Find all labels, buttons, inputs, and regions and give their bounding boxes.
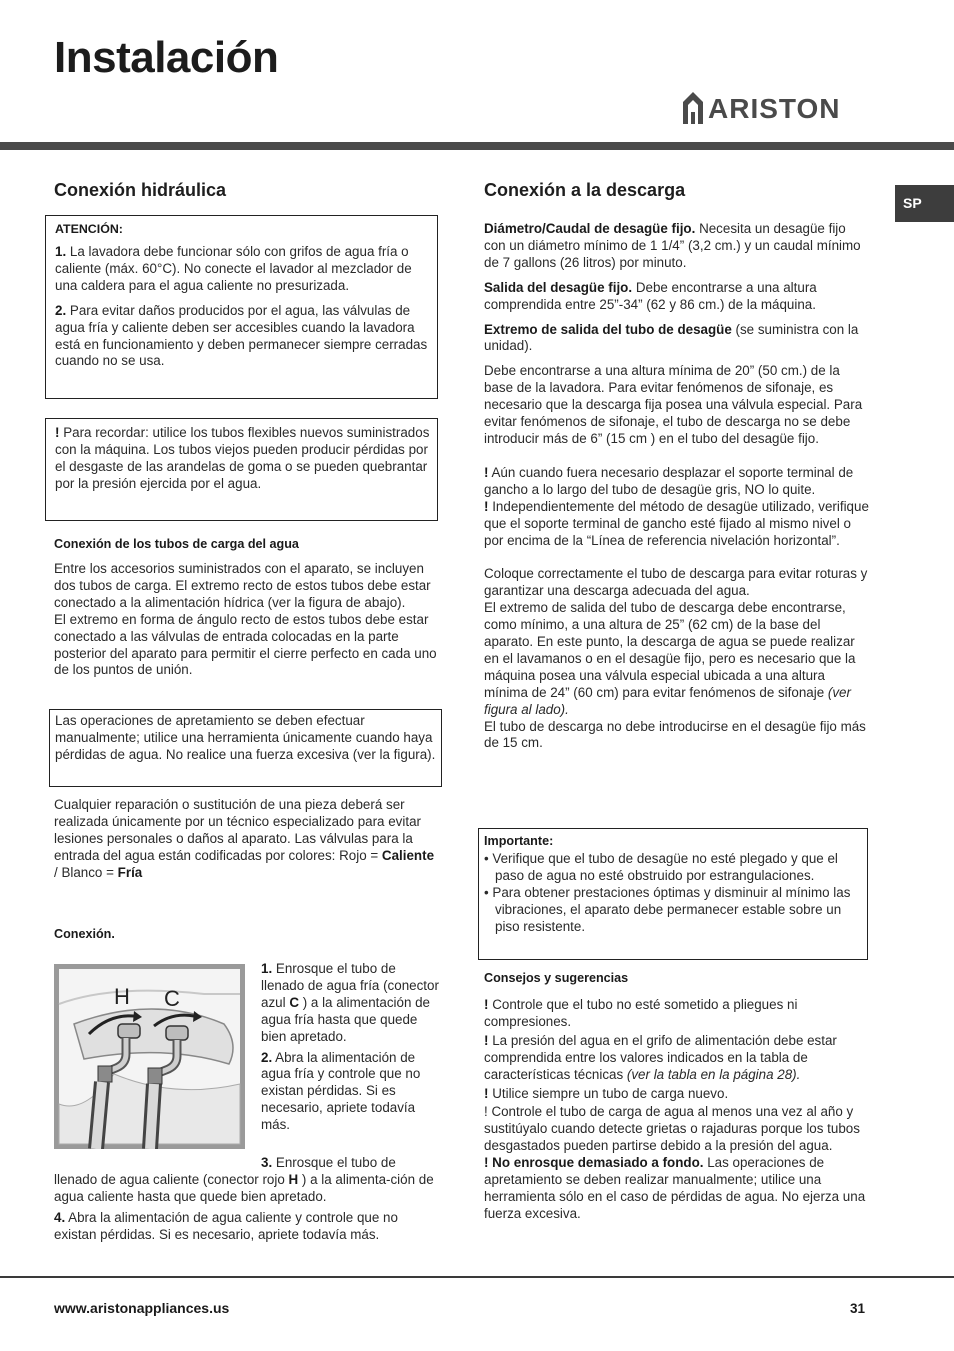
brand-name: ARISTON xyxy=(708,93,841,124)
footer-website-link[interactable]: www.aristonappliances.us xyxy=(54,1300,230,1316)
hoses-paragraph-2: El extremo en forma de ángulo recto de estos tubos debe estar conectado a las válvulas de entrada colocadas en la parte posterior del aparato para permitir el cierre perfecto en cada uno de los puntos de unión. xyxy=(54,611,437,678)
drain-warning-2: ! Independientemente del método de desagüe utilizado, verifique que el soporte terminal de gancho esté fijado al mismo nivel o por encima de la “Línea de referencia nivelación horizontal”. xyxy=(484,498,869,548)
attention-box xyxy=(45,215,438,399)
drain-outlet: Salida del desagüe fijo. Debe encontrarse a una altura comprendida entre 25”-34” (62 y 86 cm.) de la máquina. xyxy=(484,279,817,312)
important-item: • Verifique que el tubo de desagüe no esté plegado y que el paso de agua no esté obstruido por estrangulaciones. xyxy=(484,851,838,883)
drain-placement-3: El tubo de descarga no debe introducirse en el desagüe fijo más de 15 cm. xyxy=(484,718,866,751)
repair-text: Cualquier reparación o sustitución de una pieza deberá ser realizada únicamente por un técnico especializado para evitar lesiones personales o daños al aparato. Las válvulas para la entrada del agua están codificadas por colores: Rojo = Caliente / Blanco = Fría xyxy=(54,797,435,880)
figure-label-h: H xyxy=(114,984,130,1009)
hoses-title: Conexión de los tubos de carga del agua xyxy=(54,537,299,551)
tighten-text: Las operaciones de apretamiento se deben efectuar manualmente; utilice una herramienta únicamente cuando haya pérdidas de agua. No realice una fuerza excesiva (ver la figura). xyxy=(55,713,436,762)
important-list xyxy=(484,851,863,936)
language-tab: SP xyxy=(895,185,954,222)
tip-4: ! Controle el tubo de carga de agua al menos una vez al año y sustitúyalo cuando detecte grietas o rajaduras porque los tubos desgastados pueden partirse debido a la presión del agua. xyxy=(484,1104,860,1154)
header-rule xyxy=(0,142,954,150)
important-item: • Para obtener prestaciones óptimas y disminuir al mínimo las vibraciones, el aparato debe permanecer estable sobre un piso resistente. xyxy=(484,884,851,934)
ariston-logo xyxy=(680,90,866,126)
section-heading-hydraulic: Conexión hidráulica xyxy=(54,180,227,200)
step-1: 1. Enrosque el tubo de llenado de agua fría (conector azul C ) a la alimentación de agua fría hasta que quede bien apretado. xyxy=(261,961,439,1044)
footer-rule xyxy=(0,1276,954,1278)
hose-valve-figure xyxy=(54,964,245,1149)
step-2: 2. Abra la alimentación de agua fría y controle que no existan pérdidas. Si es necesario, apriete todavía más. xyxy=(261,1049,421,1133)
drain-warning-1: ! Aún cuando fuera necesario desplazar el soporte terminal de gancho a lo largo del tubo de desagüe gris, NO lo quite. xyxy=(484,464,854,497)
attention-item-1: 1. La lavadora debe funcionar sólo con grifos de agua fría o caliente (máx. 60°C). No conecte el lavador al mezclador de una caldera para el agua caliente no presurizada. xyxy=(55,244,412,293)
drain-placement-1: Coloque correctamente el tubo de descarga para evitar roturas y garantizar una descarga adecuada del agua. xyxy=(484,566,868,599)
hoses-section xyxy=(54,536,438,679)
important-box xyxy=(478,828,868,960)
important-label: Importante: xyxy=(484,834,554,848)
step-4: 4. Abra la alimentación de agua caliente y controle que no existan pérdidas. Si es necesario, apriete todavía más. xyxy=(54,1209,398,1242)
reminder-text: ! Para recordar: utilice los tubos flexibles nuevos suministrados con la máquina. Los tubos viejos pueden producir pérdidas por el desgaste de las arandelas de goma o se pueden quebrantar por la presión ejercida por el agua. xyxy=(55,425,430,491)
tips-section xyxy=(484,970,870,1223)
hoses-paragraph-1: Entre los accesorios suministrados con el aparato, se incluyen dos tubos de carga. El extremo recto de estos tubos debe estar conectado a la alimentación hídrica (ver la figura de abajo). xyxy=(54,561,431,610)
tip-2: ! La presión del agua en el grifo de alimentación debe estar comprendida entre los valores indicados en la tabla de características técnicas (ver la tabla en la página 28). xyxy=(484,1032,837,1082)
valve-connection-figure xyxy=(54,964,245,1149)
drain-height: Debe encontrarse a una altura mínima de 20” (50 cm.) de la base de la lavadora. Para evitar fenómenos de sifonaje, es necesario que la descarga fija posea una válvula especial. Para evitar fenómenos de sifonaje, el tubo de descarga no se debe introducir más de 6” (15 cm ) en el tubo del desagüe fijo. xyxy=(484,363,863,446)
connection-steps-bottom xyxy=(54,1155,440,1244)
drain-section xyxy=(484,221,870,752)
tips-title: Consejos y sugerencias xyxy=(484,971,629,985)
drain-placement-2: El extremo de salida del tubo de descarga debe encontrarse, como mínimo, a una altura de 25” (62 cm) de la base del aparato. En este punto, la descarga de agua se puede realizar en el lavamanos o en el desagüe fijo, pero es necesario que la máquina posea una válvula especial ubicada a una altura mínima de 24” (60 cm) para evitar fenómenos de sifonaje (ver figura al lado). xyxy=(484,600,856,717)
tighten-box xyxy=(49,709,442,787)
reminder-box xyxy=(45,418,438,521)
drain-diameter: Diámetro/Caudal de desagüe fijo. Necesita un desagüe fijo con un diámetro mínimo de 1 1/4” (3,2 cm.) y un caudal mínimo de 7 gallons (26 litros) por minuto. xyxy=(484,221,861,270)
tip-1: ! Controle que el tubo no esté sometido a pliegues ni compresiones. xyxy=(484,997,798,1029)
step-3: 3. Enrosque el tubo de llenado de agua caliente (conector rojo H ) a la alimenta-ción de agua caliente hasta que quede bien apretado. xyxy=(54,1155,434,1204)
connection-title: Conexión. xyxy=(54,927,115,941)
attention-item-2: 2. Para evitar daños producidos por el agua, las válvulas de agua fría y caliente deben ser accesibles cuando la lavadora está en funcionamiento y deben permanecer siempre cerradas cuando no se usa. xyxy=(55,302,428,369)
figure-label-c: C xyxy=(164,986,180,1011)
repair-paragraph xyxy=(54,797,434,882)
page-title: Instalación xyxy=(54,33,279,82)
connection-steps-top xyxy=(261,961,439,1134)
section-heading-drain: Conexión a la descarga xyxy=(484,180,686,200)
page-number: 31 xyxy=(850,1301,866,1316)
drain-hose-end: Extremo de salida del tubo de desagüe (se suministra con la unidad). xyxy=(484,321,859,354)
tip-3: ! Utilice siempre un tubo de carga nuevo. xyxy=(484,1085,729,1101)
tip-5: ! No enrosque demasiado a fondo. Las operaciones de apretamiento se deben realizar manualmente; utilice una herramienta sólo en el caso de pérdidas de agua. No ejerza una fuerza excesiva. xyxy=(484,1155,866,1221)
attention-label: ATENCIÓN: xyxy=(55,222,123,236)
